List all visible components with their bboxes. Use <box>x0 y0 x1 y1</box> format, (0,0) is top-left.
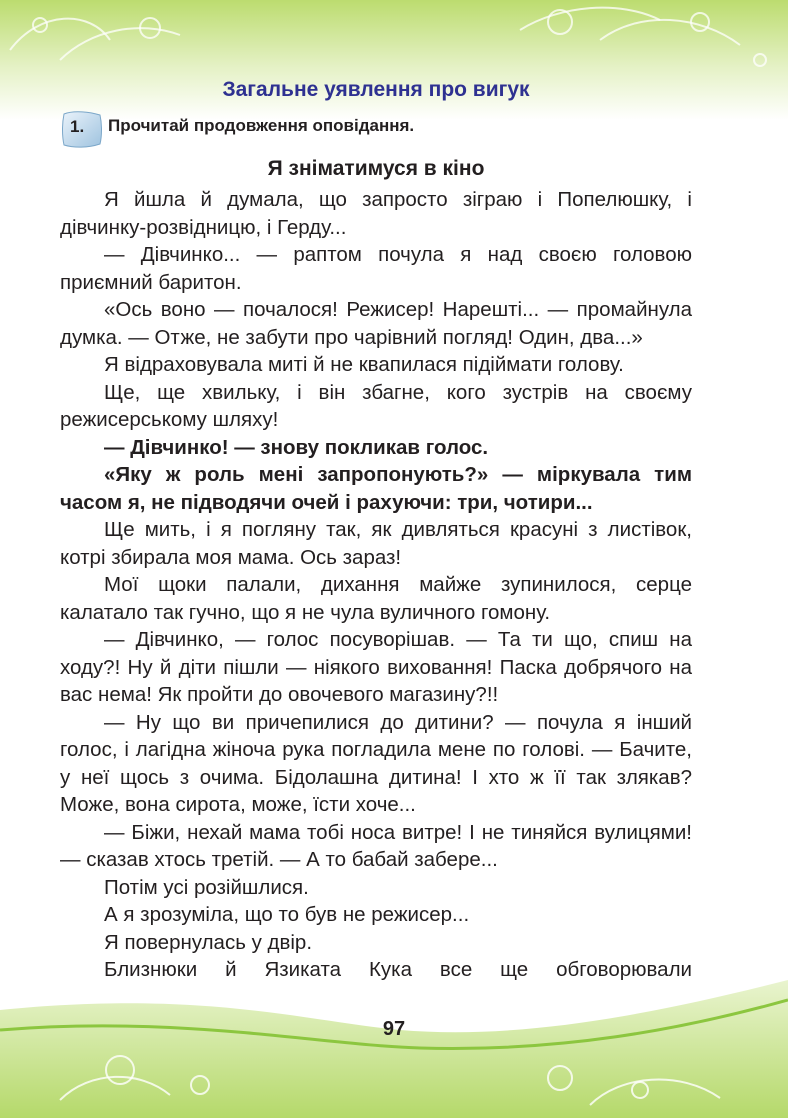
page-content <box>60 76 692 984</box>
story-paragraph: — Ну що ви причепилися до дитини? — почула я інший голос, і лагідна жіноча рука погладила мене по голові. — Бачите, у неї щось з очима. Бідолашна дитина! І хто ж її так злякав? Може, вона сирота, може, їсти хоче... <box>60 710 692 816</box>
section-title: Загальне уявлення про вигук <box>222 78 530 101</box>
story-title: Я зніматимуся в кіно <box>267 157 485 180</box>
story-paragraph: А я зрозуміла, що то був не режисер... <box>104 903 470 926</box>
page-number: 97 <box>382 1018 406 1040</box>
story-paragraph: — Біжи, нехай мама тобі носа витре! І не тиняйся вулицями! — сказав хтось третій. — А то бабай забере... <box>60 820 692 871</box>
story-paragraph: — Дівчинко, — голос посуворішав. — Та ти що, спиш на ходу?! Ну й діти пішли — ніякого виховання! Паска добрячого на вас нема! Як пройти до овочевого магазину?!! <box>60 628 692 706</box>
story-paragraph: Ще, ще хвильку, і він збагне, кого зустрів на своєму режисерському шляху! <box>60 380 692 431</box>
story-paragraph: — Дівчинко... — раптом почула я над своєю головою приємний баритон. <box>60 243 692 294</box>
story-paragraph: Мої щоки палали, дихання майже зупинилося, серце калатало так гучно, що я не чула вуличного гомону. <box>60 573 692 624</box>
story-paragraph-bold: «Яку ж роль мені запропонують?» — міркувала тим часом я, не підводячи очей і рахуючи: три, чотири... <box>60 463 692 514</box>
task-instruction: Прочитай продовження оповідання. <box>108 116 415 135</box>
story-paragraph: Я йшла й думала, що запросто зіграю і Попелюшку, і дівчинку-розвідницю, і Герду... <box>60 188 692 239</box>
story-paragraph: Близнюки й Язиката Кука все ще обговорювали <box>104 958 692 981</box>
task-number: 1. <box>70 117 85 136</box>
story-paragraph: «Ось воно — почалося! Режисер! Нарешті... — промайнула думка. — Отже, не забути про чарівний погляд! Один, два...» <box>60 298 692 349</box>
story-paragraph: Потім усі розійшлися. <box>104 875 309 899</box>
task-row <box>60 110 692 150</box>
story-paragraph: Я повернулась у двір. <box>104 930 313 954</box>
story-paragraph-bold: — Дівчинко! — знову покликав голос. <box>104 435 489 459</box>
story-paragraph: Ще мить, і я погляну так, як дивляться красуні з листівок, котрі збирала моя мама. Ось зараз! <box>60 518 692 569</box>
story-paragraph: Я відраховувала миті й не квапилася підіймати голову. <box>104 353 624 376</box>
